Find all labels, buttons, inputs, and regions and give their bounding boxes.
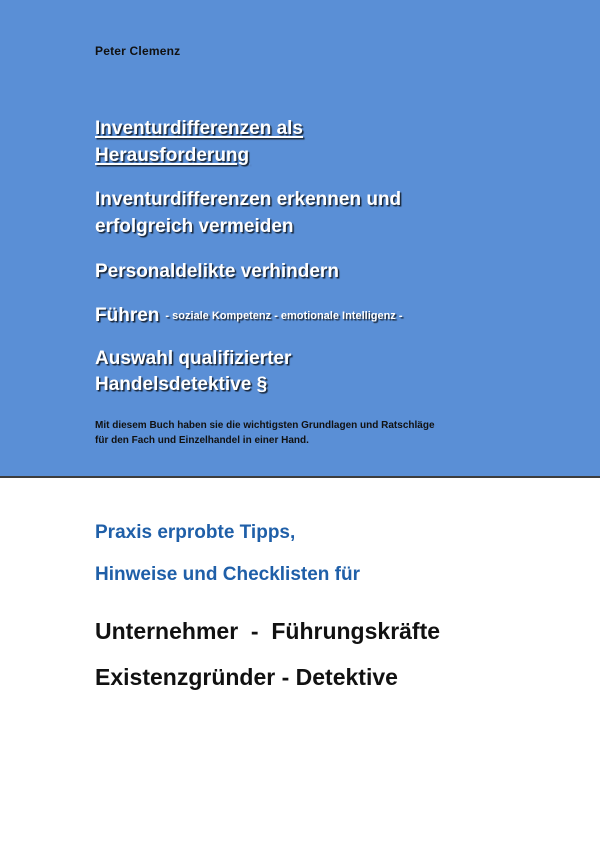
author-name: Peter Clemenz [95, 44, 181, 58]
heading-detective-selection-line-1: Auswahl qualifizierter [95, 348, 292, 369]
audience-line-1: Unternehmer - Führungskräfte [95, 618, 441, 644]
audience-line-2: Existenzgründer - Detektive [95, 664, 398, 690]
cover-blurb-line-1: Mit diesem Buch haben sie die wichtigsten Grundlagen und Ratschläge [95, 420, 435, 431]
book-title [95, 115, 535, 169]
heading-leadership-subtext: - soziale Kompetenz - emotionale Intelligenz - [165, 310, 403, 322]
heading-personnel-offenses: Personaldelikte verhindern [95, 261, 339, 282]
heading-leadership [95, 302, 555, 330]
cover-blurb [95, 418, 535, 448]
heading-recognize-avoid-line-1: Inventurdifferenzen erkennen und [95, 189, 402, 210]
section-divider [0, 476, 600, 478]
cover-blurb-line-2: für den Fach und Einzelhandel in einer Hand. [95, 435, 309, 446]
heading-detective-selection [95, 346, 535, 398]
subtitle-line-2: Hinweise und Checklisten für [95, 564, 360, 585]
book-title-line-1: Inventurdifferenzen als [95, 118, 303, 139]
heading-leadership-main: Führen [95, 305, 160, 326]
subtitle-line-1: Praxis erprobte Tipps, [95, 522, 296, 543]
heading-recognize-avoid [95, 186, 535, 240]
book-title-line-2: Herausforderung [95, 145, 250, 166]
heading-detective-selection-line-2: Handelsdetektive § [95, 374, 268, 395]
heading-recognize-avoid-line-2: erfolgreich vermeiden [95, 216, 294, 237]
